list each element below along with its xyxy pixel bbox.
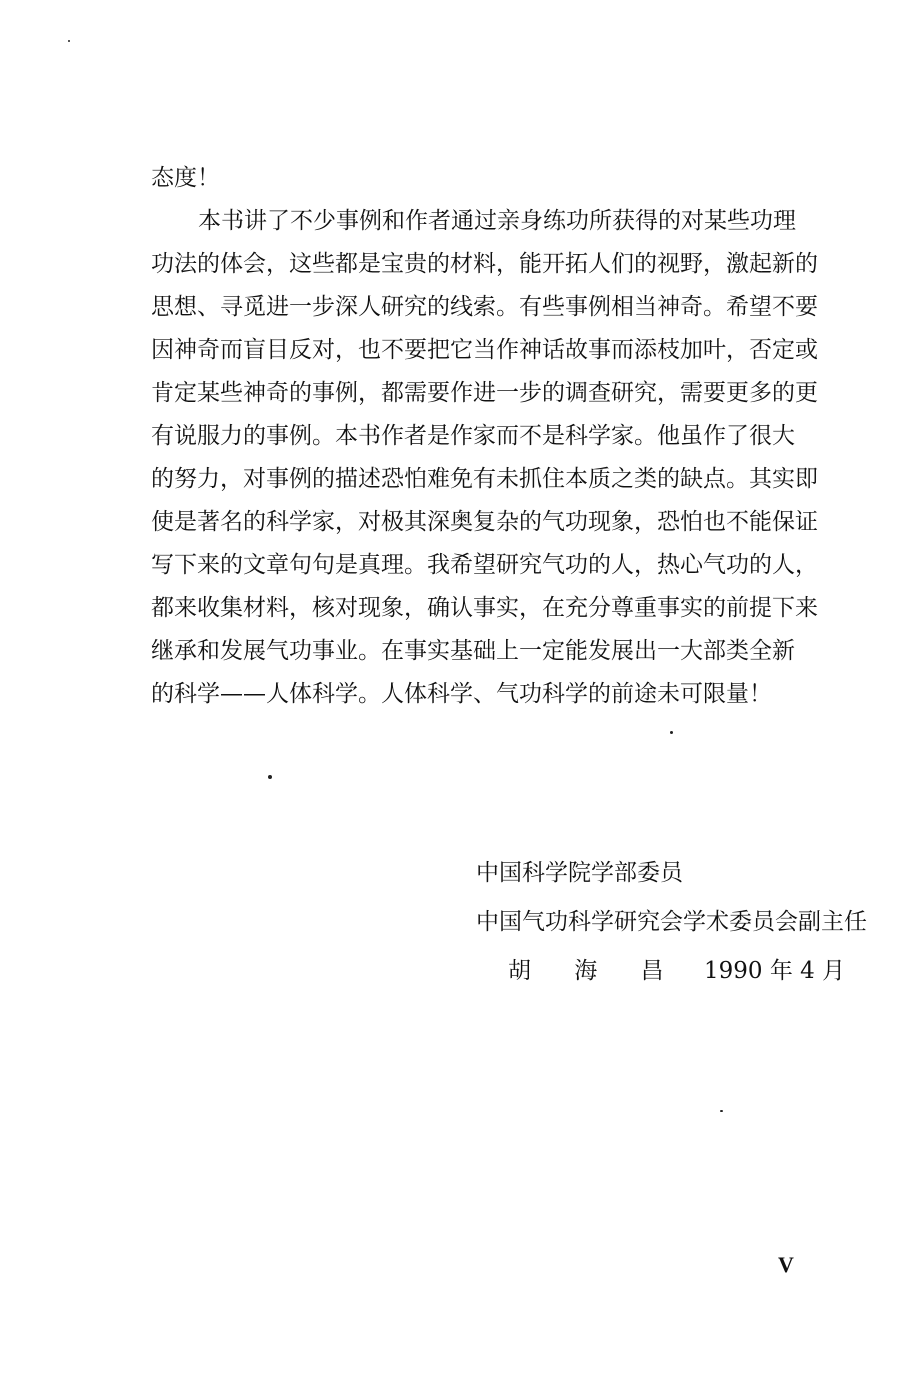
scan-speck (670, 731, 673, 734)
scan-speck (68, 40, 70, 42)
text-line-8: 的努力，对事例的描述恐怕难免有未抓住本质之类的缺点。其实即 (151, 466, 818, 492)
text-line-11: 都来收集材料，核对现象，确认事实，在充分尊重事实的前提下来 (151, 595, 818, 621)
signature-name: 胡 海 昌 (508, 958, 682, 984)
text-line-10: 写下来的文章句句是真理。我希望研究气功的人，热心气功的人， (151, 552, 818, 578)
text-line-4: 思想、寻觅进一步深人研究的线索。有些事例相当神奇。希望不要 (151, 294, 818, 320)
text-line-5: 因神奇而盲目反对，也不要把它当作神话故事而添枝加叶，否定或 (151, 337, 818, 363)
scan-speck (268, 775, 272, 779)
text-line-3: 功法的体会，这些都是宝贵的材料，能开拓人们的视野，激起新的 (151, 251, 818, 277)
text-line-6: 肯定某些神奇的事例，都需要作进一步的调查研究，需要更多的更 (151, 380, 818, 406)
text-line-2: 本书讲了不少事例和作者通过亲身练功所获得的对某些功理 (198, 208, 796, 234)
signature-title-1: 中国科学院学部委员 (476, 860, 683, 886)
signature-date: 1990 年 4 月 (704, 958, 846, 984)
text-line-12: 继承和发展气功事业。在事实基础上一定能发展出一大部类全新 (151, 638, 795, 664)
text-line-1: 态度！ (151, 165, 220, 191)
page-number: V (778, 1252, 794, 1277)
signature-title-2: 中国气功科学研究会学术委员会副主任 (476, 909, 867, 935)
scan-speck (720, 1110, 723, 1112)
text-line-9: 使是著名的科学家，对极其深奥复杂的气功现象，恐怕也不能保证 (151, 509, 818, 535)
text-line-13: 的科学——人体科学。人体科学、气功科学的前途未可限量！ (151, 681, 772, 707)
text-line-7: 有说服力的事例。本书作者是作家而不是科学家。他虽作了很大 (151, 423, 795, 449)
